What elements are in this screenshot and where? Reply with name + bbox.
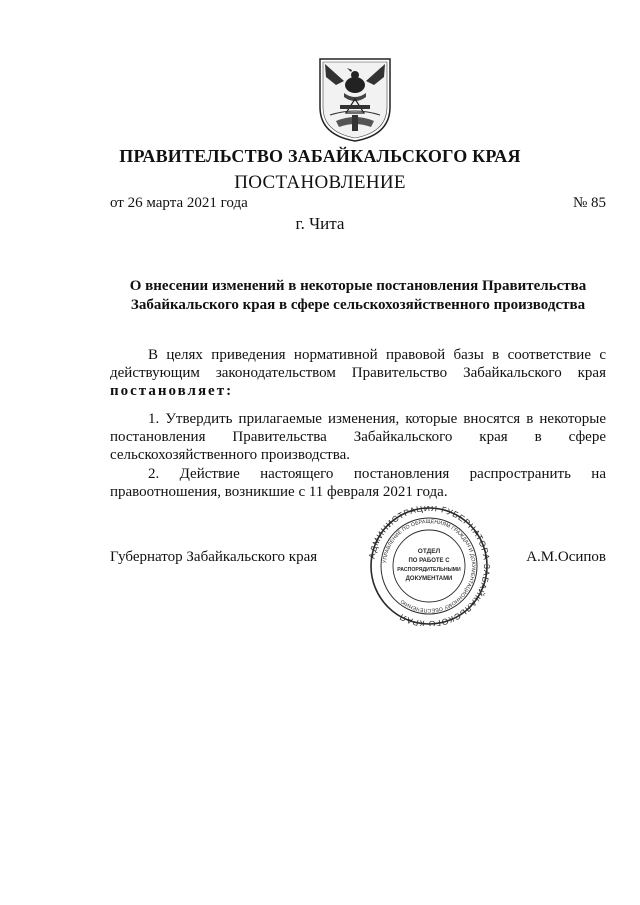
item-1: 1. Утвердить прилагаемые изменения, которые вносятся в некоторые постановления Правительства Забайкальского края в сфере сельскохозяйственного производства. [110, 411, 606, 463]
item-2: 2. Действие настоящего постановления распространить на правоотношения, возникшие с 11 февраля 2021 года. [110, 466, 606, 500]
government-title: ПРАВИТЕЛЬСТВО ЗАБАЙКАЛЬСКОГО КРАЯ [119, 146, 521, 166]
document-type: ПОСТАНОВЛЕНИЕ [234, 172, 406, 193]
seal-center-line-4: ДОКУМЕНТАМИ [405, 576, 453, 582]
document-number: № 85 [572, 195, 606, 211]
subject-line-1: О внесении изменений в некоторые постановления Правительства [129, 278, 587, 294]
seal-center-line-1: ОТДЕЛ [417, 548, 441, 555]
signatory-position: Губернатор Забайкальского края [110, 549, 318, 565]
seal-center-line-2: ПО РАБОТЕ С [408, 558, 450, 564]
preamble-text: В целях приведения нормативной правовой базы в соответствие с действующим законодательством Правительство Забайкальского края [110, 347, 606, 381]
resolves-word: постановляет: [110, 383, 234, 399]
seal-center-line-3: РАСПОРЯДИТЕЛЬНЫМИ [397, 567, 461, 573]
svg-text:УПРАВЛЕНИЕ ПО ОБРАЩЕНИЯМ ГРАЖД [382, 519, 476, 613]
coat-of-arms-icon [316, 55, 394, 143]
document-date: от 26 марта 2021 года [110, 195, 248, 211]
seal-outer-text: АДМИНИСТРАЦИЯ ГУБЕРНАТОРА ЗАБАЙКАЛЬСКОГО КРАЯ [366, 506, 493, 626]
document-subject [110, 277, 606, 315]
official-seal [364, 506, 494, 626]
seal-inner-text: УПРАВЛЕНИЕ ПО ОБРАЩЕНИЯМ ГРАЖДАН И ДОКУМЕНТАЦИОННОМУ ОБЕСПЕЧЕНИЮ [382, 518, 477, 614]
subject-line-2: Забайкальского края в сфере сельскохозяйственного производства [130, 297, 586, 313]
signatory-name: А.М.Осипов [526, 549, 606, 565]
city: г. Чита [295, 214, 345, 233]
preamble-paragraph [110, 346, 606, 400]
